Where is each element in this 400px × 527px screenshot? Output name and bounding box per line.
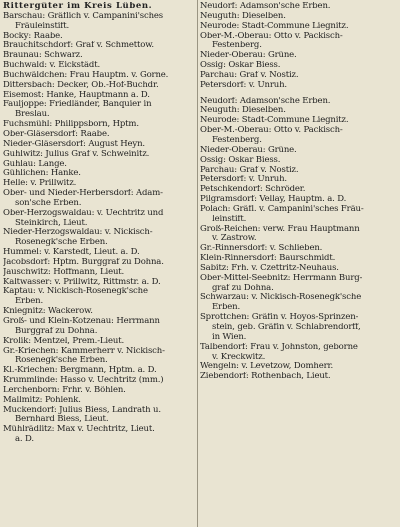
entry-line: Buchwäldchen: Frau Hauptm. v. Gorne. <box>3 70 169 80</box>
directory-entry <box>3 307 195 317</box>
directory-entry <box>200 362 397 372</box>
entry-line: Sprottchen: Gräfin v. Hoyos-Sprinzen- <box>200 313 359 323</box>
entry-continuation: Festenberg. <box>212 135 262 145</box>
directory-entry <box>3 248 195 258</box>
directory-entry <box>3 376 195 386</box>
entry-line: Guhlwitz: Julius Graf v. Schweinitz. <box>3 149 150 159</box>
entry-line: Petersdorf: v. Unruh. <box>200 80 287 90</box>
directory-entry <box>200 264 397 274</box>
directory-entry <box>200 254 397 264</box>
entry-line: Parchau: Graf v. Nostiz. <box>200 165 299 175</box>
entry-line: Gr.-Kriechen: Kammerherr v. Nickisch- <box>3 346 165 356</box>
entry-continuation: Erben. <box>15 297 44 307</box>
entry-line: Jacobsdorf: Hptm. Burggraf zu Dohna. <box>3 257 164 267</box>
directory-entry <box>200 71 397 81</box>
entry-line: Kaltwasser: v. Prillwitz, Rittmstr. a. D. <box>3 277 161 287</box>
entry-line: Brauchitschdorf: Graf v. Schmettow. <box>3 41 154 51</box>
directory-entry <box>200 274 397 294</box>
left-column <box>3 2 195 445</box>
entry-continuation: leinstift. <box>212 214 247 224</box>
entry-line: Bocky: Raabe. <box>3 31 63 41</box>
entry-line: Nieder-Gläsersdorf: August Heyn. <box>3 139 145 149</box>
entry-line: Nieder-Oberau: Grüne. <box>200 51 297 61</box>
directory-entry <box>200 166 397 176</box>
entry-line: Ober-Herzogswaldau: v. Uechtritz und <box>3 208 164 218</box>
directory-entry <box>200 106 397 116</box>
entry-line: Ober-Gläsersdorf: Raabe. <box>3 129 110 139</box>
entry-line: Klein-Rinnersdorf: Baurschmidt. <box>200 254 336 264</box>
entry-line: Groß- und Klein-Kotzenau: Herrmann <box>3 317 160 326</box>
directory-entry <box>200 225 397 245</box>
entry-line: Kniegnitz: Wackerow. <box>3 307 93 317</box>
entry-line: Neuguth: Dieselben. <box>200 11 286 21</box>
directory-entry <box>3 386 195 396</box>
directory-entry <box>3 91 195 101</box>
directory-entry <box>3 209 195 229</box>
directory-entry <box>200 244 397 254</box>
entry-line: Lerchenborn: Frhr. v. Böhlen. <box>3 385 126 395</box>
directory-entry <box>200 185 397 195</box>
entry-group <box>200 2 397 91</box>
entry-continuation: son'sche Erben. <box>15 198 82 208</box>
entry-line: Nieder-Herzogswaldau: v. Nickisch- <box>3 228 153 238</box>
entry-continuation: Steinkirch, Lieut. <box>15 218 88 228</box>
directory-entry <box>200 97 397 107</box>
directory-entry <box>3 140 195 150</box>
directory-entry <box>3 100 195 120</box>
directory-entry <box>3 317 195 337</box>
entry-line: Sabitz: Frh. v. Czettritz-Neuhaus. <box>200 263 339 273</box>
directory-entry <box>200 12 397 22</box>
entry-line: Nieder-Oberau: Grüne. <box>200 145 297 155</box>
entry-continuation: a. D. <box>15 435 34 445</box>
entry-line: Helle: v. Prillwitz. <box>3 179 77 189</box>
directory-entry <box>3 396 195 406</box>
directory-entry <box>200 22 397 32</box>
directory-entry <box>3 81 195 91</box>
directory-entry <box>200 126 397 146</box>
right-column <box>200 2 397 382</box>
directory-entry <box>3 71 195 81</box>
directory-entry <box>3 169 195 179</box>
entry-line: Ober-M.-Oberau: Otto v. Packisch- <box>200 126 343 136</box>
directory-entry <box>3 61 195 71</box>
entry-line: Kaptau: v. Nickisch-Rosenegk'sche <box>3 287 148 297</box>
entry-group <box>200 97 397 382</box>
entry-line: Neudorf: Adamson'sche Erben. <box>200 2 331 11</box>
directory-entry <box>200 195 397 205</box>
directory-entry <box>200 156 397 166</box>
entry-line: Fauljoppe: Friedländer, Banquier in <box>3 100 152 110</box>
entry-line: Braunau: Schwarz. <box>3 51 83 61</box>
directory-entry <box>3 347 195 367</box>
directory-entry <box>200 205 397 225</box>
directory-entry <box>200 81 397 91</box>
section-heading: Rittergüter im Kreis Lüben. <box>3 2 153 11</box>
entry-continuation: in Wien. <box>212 332 247 342</box>
directory-entry <box>3 258 195 268</box>
directory-entry <box>200 51 397 61</box>
directory-entry <box>200 146 397 156</box>
entry-line: Polach: Gräfl. v. Campanini'sches Fräu- <box>200 204 364 214</box>
entry-line: Parchau: Graf v. Nostiz. <box>200 70 299 80</box>
entry-line: Ossig: Oskar Biess. <box>200 61 281 71</box>
directory-entry <box>3 32 195 42</box>
directory-entry <box>3 425 195 445</box>
directory-entry <box>3 337 195 347</box>
entry-line: Gr.-Rinnersdorf: v. Schlieben. <box>200 244 323 254</box>
entry-line: Neurode: Stadt-Commune Liegnitz. <box>200 116 349 126</box>
entry-line: Buchwald: v. Eickstädt. <box>3 61 101 71</box>
entry-line: Schwarzau: v. Nickisch-Rosenegk'sche <box>200 293 362 303</box>
column-divider <box>197 0 198 527</box>
directory-entry <box>3 228 195 248</box>
entry-continuation: Fräuleinstift. <box>15 21 70 31</box>
directory-entry <box>200 343 397 363</box>
directory-entry <box>200 175 397 185</box>
directory-entry <box>200 116 397 126</box>
entry-line: Wengeln: v. Levetzow, Domherr. <box>200 362 334 372</box>
entry-line: Pilgramsdorf: Vellay, Hauptm. a. D. <box>200 195 347 205</box>
directory-entry <box>3 287 195 307</box>
entry-line: Ober- und Nieder-Herbersdorf: Adam- <box>3 189 163 199</box>
entry-continuation: Breslau. <box>15 110 50 120</box>
entry-line: Hummel: v. Karstedt, Lieut. a. D. <box>3 248 140 258</box>
directory-entry <box>3 268 195 278</box>
entry-line: Mallmitz: Pohlenk. <box>3 395 81 405</box>
entry-line: Ossig: Oskar Biess. <box>200 155 281 165</box>
directory-entry <box>3 130 195 140</box>
entry-line: Guhlau: Lange. <box>3 159 67 169</box>
directory-entry <box>3 366 195 376</box>
entry-line: Neurode: Stadt-Commune Liegnitz. <box>200 21 349 31</box>
directory-entry <box>200 293 397 313</box>
entry-continuation: Burggraf zu Dohna. <box>15 326 98 336</box>
directory-entry <box>200 2 397 12</box>
directory-entry <box>3 120 195 130</box>
entry-continuation: Erben. <box>212 303 241 313</box>
entry-line: Dittersbach: Decker, Ob.-Hof-Buchdr. <box>3 80 159 90</box>
directory-entry <box>200 372 397 382</box>
entry-continuation: v. Kreckwitz. <box>212 352 266 362</box>
directory-entry <box>3 189 195 209</box>
entry-continuation: Festenberg. <box>212 41 262 51</box>
directory-entry <box>3 150 195 160</box>
directory-entry <box>3 160 195 170</box>
entry-line: Talbendorf: Frau v. Johnston, geborne <box>200 342 358 352</box>
entry-line: Muckendorf: Julius Biess, Landrath u. <box>3 405 161 415</box>
entry-line: Krolik: Mentzel, Prem.-Lieut. <box>3 336 125 346</box>
directory-entry <box>200 313 397 343</box>
directory-entry <box>3 12 195 32</box>
entry-line: Neuguth: Dieselben. <box>200 106 286 116</box>
directory-entry <box>3 278 195 288</box>
entry-continuation: v. Zastrow. <box>212 234 257 244</box>
entry-line: Gühlichen: Hanke. <box>3 169 81 179</box>
entry-line: Groß-Reichen: verw. Frau Hauptmann <box>200 224 360 234</box>
entry-line: Eisemost: Hanke, Hauptmann a. D. <box>3 90 150 100</box>
entry-line: Fuchsmühl: Philippsborn, Hptm. <box>3 120 139 130</box>
directory-entry <box>200 61 397 71</box>
entry-line: Neudorf: Adamson'sche Erben. <box>200 96 331 106</box>
directory-entry <box>200 32 397 52</box>
entry-continuation: graf zu Dohna. <box>212 283 274 293</box>
directory-entry <box>3 179 195 189</box>
entry-continuation: Rosenegk'sche Erben. <box>15 238 108 248</box>
directory-entry <box>3 406 195 426</box>
directory-entry <box>3 51 195 61</box>
entry-line: Petschkendorf: Schröder. <box>200 185 306 195</box>
entry-line: Jauschwitz: Hoffmann, Lieut. <box>3 267 125 277</box>
directory-entry <box>3 41 195 51</box>
entry-continuation: Bernhard Biess, Lieut. <box>15 415 109 425</box>
entry-line: Mühlrädlitz: Max v. Uechtritz, Lieut. <box>3 425 155 435</box>
entry-line: Krummlinde: Hasso v. Uechtritz (mm.) <box>3 376 164 386</box>
entry-line: Barschau: Gräflich v. Campanini'sches <box>3 11 164 21</box>
entry-line: Kl.-Kriechen: Bergmann, Hptm. a. D. <box>3 366 157 376</box>
entry-continuation: Rosenegk'sche Erben. <box>15 356 108 366</box>
entry-line: Petersdorf: v. Unruh. <box>200 175 287 185</box>
entry-continuation: stein, geb. Gräfin v. Schlabrendorff, <box>212 323 361 332</box>
entry-line: Ober-M.-Oberau: Otto v. Packisch- <box>200 31 343 41</box>
entry-line: Ober-Mittel-Seebnitz: Herrmann Burg- <box>200 273 363 283</box>
entry-line: Ziebendorf: Rothenbach, Lieut. <box>200 372 331 382</box>
